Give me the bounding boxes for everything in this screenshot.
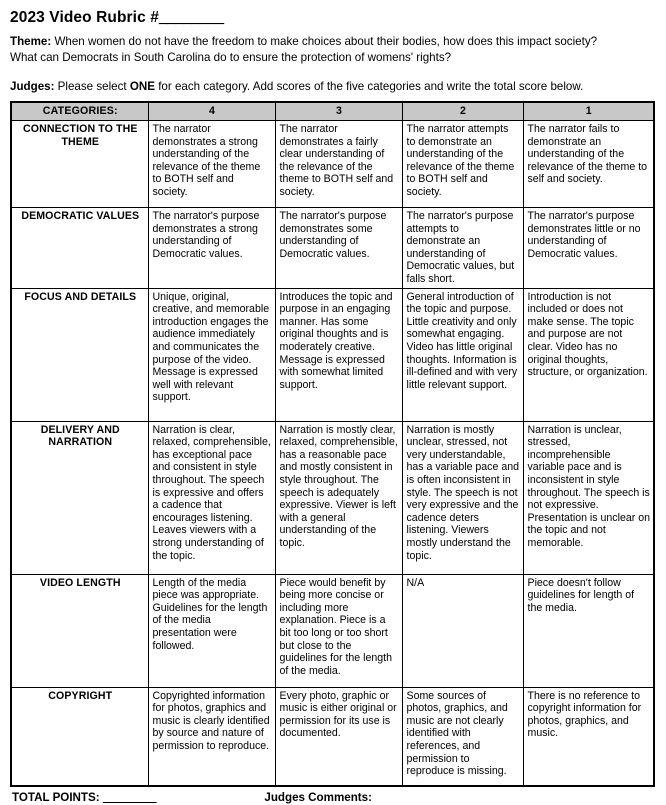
category-label-connection-to-the-theme: CONNECTION TO THE THEME: [11, 121, 148, 208]
column-header-score-1: 1: [523, 102, 654, 121]
judges-instructions: [10, 79, 658, 94]
table-row: [11, 288, 654, 421]
table-row: [11, 421, 654, 574]
theme-question-2: What can Democrats in South Carolina do to ensure the protection of womens' rights?: [10, 50, 452, 64]
judges-comments-label: Judges Comments:: [264, 790, 372, 804]
theme-line-1: [10, 34, 658, 50]
criterion-cell-score-4[interactable]: Copyrighted information for photos, graphics and music is clearly identified by source and nature of permission to reproduce.: [148, 687, 275, 786]
rubric-table: [10, 101, 655, 787]
table-header-row: [11, 102, 654, 121]
category-label-focus-and-details: FOCUS AND DETAILS: [11, 288, 148, 421]
page-title-text: 2023 Video Rubric #: [10, 9, 159, 26]
table-row: [11, 574, 654, 687]
criterion-cell-score-3[interactable]: Piece would benefit by being more concise or including more explanation. Piece is a bit too long or too short but close to the guidelines for the length of the media.: [275, 574, 402, 687]
judges-instruction-part-2: for each category. Add scores of the five categories and write the total score below.: [154, 80, 584, 93]
theme-label: Theme:: [10, 35, 52, 48]
criterion-cell-score-1[interactable]: There is no reference to copyright information for photos, graphics, and music.: [523, 687, 654, 786]
judges-instruction-part-1: Please select: [54, 80, 130, 93]
total-points-label: TOTAL POINTS:: [12, 790, 100, 804]
criterion-cell-score-3[interactable]: Introduces the topic and purpose in an engaging manner. Has some original thoughts and is moderately creative. Message is expressed with somewhat limited support.: [275, 288, 402, 421]
theme-line-2: [10, 50, 658, 66]
criterion-cell-score-3[interactable]: Narration is mostly clear, relaxed, comprehensible, has a reasonable pace and mostly consistent in style throughout. The speech is adequately expressive. Viewer is left with a general understanding of the topic.: [275, 421, 402, 574]
criterion-cell-score-4[interactable]: The narrator demonstrates a strong understanding of the relevance of the theme to BOTH self and society.: [148, 121, 275, 208]
judges-instruction-emphasis: ONE: [129, 80, 155, 93]
table-row: [11, 121, 654, 208]
criterion-cell-score-2[interactable]: General introduction of the topic and purpose. Little creativity and only somewhat engaging. Video has little original thoughts. Information is ill-defined and with very little relevant support.: [402, 288, 523, 421]
criterion-cell-score-4[interactable]: Unique, original, creative, and memorable introduction engages the audience immediately and communicates the purpose of the video. Message is expressed well with relevant support.: [148, 288, 275, 421]
criterion-cell-score-1[interactable]: The narrator fails to demonstrate an understanding of the relevance of the theme to self and society.: [523, 121, 654, 208]
column-header-score-2: 2: [402, 102, 523, 121]
judges-label: Judges:: [10, 80, 55, 93]
criterion-cell-score-2[interactable]: The narrator attempts to demonstrate an understanding of the relevance of the theme to BOTH self and society.: [402, 121, 523, 208]
category-label-video-length: VIDEO LENGTH: [11, 574, 148, 687]
criterion-cell-score-4[interactable]: The narrator's purpose demonstrates a strong understanding of Democratic values.: [148, 208, 275, 289]
total-points-blank[interactable]: _________: [102, 790, 157, 804]
criterion-cell-score-2[interactable]: Narration is mostly unclear, stressed, not very understandable, has a variable pace and is often inconsistent in style. The speech is not very expressive and the cadence deters listening. Viewers mostly understand the topic.: [402, 421, 523, 574]
column-header-categories: CATEGORIES:: [11, 102, 148, 121]
criterion-cell-score-1[interactable]: The narrator's purpose demonstrates little or no understanding of Democratic values.: [523, 208, 654, 289]
rubric-number-blank: ________: [158, 9, 224, 26]
criterion-cell-score-3[interactable]: The narrator demonstrates a fairly clear understanding of the relevance of the theme to BOTH self and society.: [275, 121, 402, 208]
page-title: [10, 8, 658, 28]
criterion-cell-score-2[interactable]: Some sources of photos, graphics, and music are not clearly identified with references, and permission to reproduce is missing.: [402, 687, 523, 786]
criterion-cell-score-1[interactable]: Piece doesn't follow guidelines for length of the media.: [523, 574, 654, 687]
category-label-copyright: COPYRIGHT: [11, 687, 148, 786]
column-header-score-3: 3: [275, 102, 402, 121]
total-points: [12, 790, 156, 805]
theme-question-1: When women do not have the freedom to make choices about their bodies, how does this impact society?: [51, 35, 598, 48]
criterion-cell-score-2[interactable]: N/A: [402, 574, 523, 687]
criterion-cell-score-2[interactable]: The narrator's purpose attempts to demonstrate an understanding of Democratic values, but falls short.: [402, 208, 523, 289]
column-header-score-4: 4: [148, 102, 275, 121]
table-row: [11, 687, 654, 786]
criterion-cell-score-4[interactable]: Narration is clear, relaxed, comprehensible, has exceptional pace and consistent in style throughout. The speech is expressive and offers a cadence that encourages listening. Leaves viewers with a strong understanding of the topic.: [148, 421, 275, 574]
table-row: [11, 208, 654, 289]
criterion-cell-score-1[interactable]: Introduction is not included or does not make sense. The topic and purpose are not clear. Video has no original thoughts, structure, or organization.: [523, 288, 654, 421]
criterion-cell-score-1[interactable]: Narration is unclear, stressed, incomprehensible variable pace and is inconsistent in style throughout. The speech is not expressive. Presentation is unclear on the topic and not memorable.: [523, 421, 654, 574]
footer: [10, 790, 658, 805]
criterion-cell-score-3[interactable]: Every photo, graphic or music is either original or permission for its use is documented.: [275, 687, 402, 786]
category-label-delivery-and-narration: DELIVERY AND NARRATION: [11, 421, 148, 574]
category-label-democratic-values: DEMOCRATIC VALUES: [11, 208, 148, 289]
criterion-cell-score-4[interactable]: Length of the media piece was appropriate. Guidelines for the length of the media presentation were followed.: [148, 574, 275, 687]
criterion-cell-score-3[interactable]: The narrator's purpose demonstrates some understanding of Democratic values.: [275, 208, 402, 289]
